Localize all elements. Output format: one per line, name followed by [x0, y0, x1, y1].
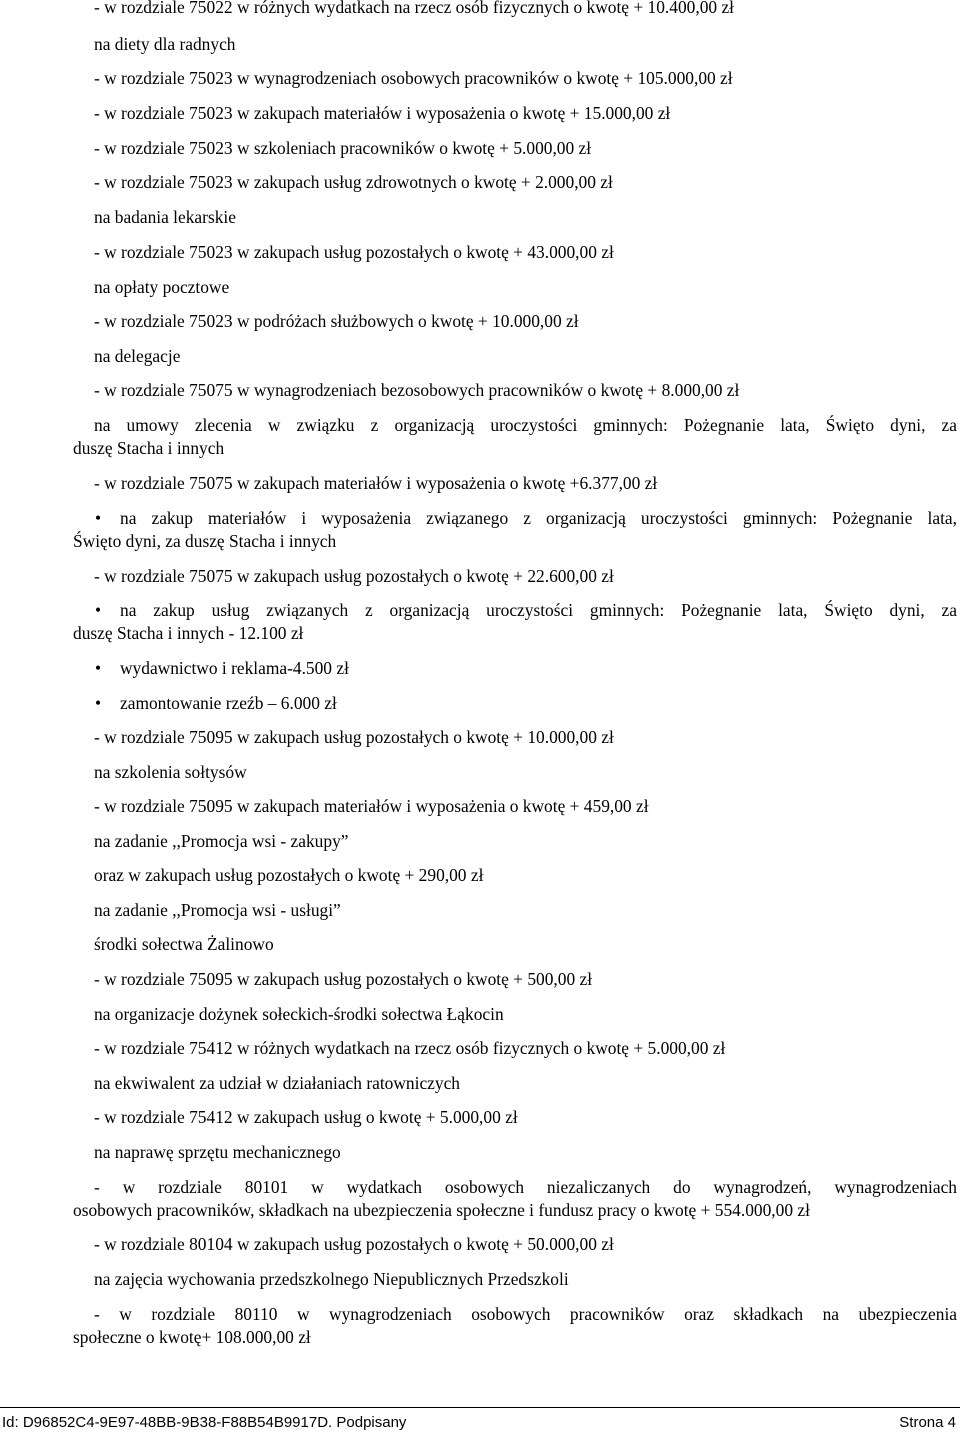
bullet-item-line: na zakup materiałów i wyposażenia związanego z organizacją uroczystości gminnych: Pożegnanie lata, [120, 508, 957, 528]
paragraph-line: - w rozdziale 75412 w zakupach usług o kwotę + 5.000,00 zł [94, 1107, 518, 1127]
paragraph-line: - w rozdziale 75095 w zakupach usług pozostałych o kwotę + 10.000,00 zł [94, 727, 614, 747]
paragraph-line: na umowy zlecenia w związku z organizacją uroczystości gminnych: Pożegnanie lata, Święto dyni, za [94, 415, 957, 435]
paragraph-line: na zadanie ,,Promocja wsi - zakupy” [94, 831, 349, 851]
paragraph-line: - w rozdziale 80110 w wynagrodzeniach osobowych pracowników oraz składkach na ubezpieczenia [94, 1304, 957, 1324]
footer-divider [0, 1407, 960, 1408]
paragraph-line: - w rozdziale 75095 w zakupach usług pozostałych o kwotę + 500,00 zł [94, 969, 593, 989]
paragraph-line: na badania lekarskie [94, 207, 236, 227]
paragraph-line: - w rozdziale 75023 w szkoleniach pracowników o kwotę + 5.000,00 zł [94, 138, 592, 158]
paragraph-line: na organizacje dożynek sołeckich-środki sołectwa Łąkocin [94, 1004, 504, 1024]
paragraph-line: - w rozdziale 75412 w różnych wydatkach na rzecz osób fizycznych o kwotę + 5.000,00 zł [94, 1038, 726, 1058]
paragraph-line: - w rozdziale 75023 w wynagrodzeniach osobowych pracowników o kwotę + 105.000,00 zł [94, 68, 733, 88]
paragraph-line: na delegacje [94, 346, 181, 366]
bullet-icon: • [95, 600, 102, 620]
bullet-item-line: zamontowanie rzeźb – 6.000 zł [120, 693, 337, 713]
paragraph-line: - w rozdziale 75023 w podróżach służbowych o kwotę + 10.000,00 zł [94, 311, 579, 331]
paragraph-line: na zadanie ,,Promocja wsi - usługi” [94, 900, 341, 920]
paragraph-line: na opłaty pocztowe [94, 277, 230, 297]
bullet-icon: • [95, 508, 102, 528]
paragraph-line: - w rozdziale 75075 w zakupach usług pozostałych o kwotę + 22.600,00 zł [94, 566, 614, 586]
paragraph-line: - w rozdziale 80104 w zakupach usług pozostałych o kwotę + 50.000,00 zł [94, 1234, 614, 1254]
bullet-item-line: Święto dyni, za duszę Stacha i innych [73, 531, 337, 551]
bullet-item-line: na zakup usług związanych z organizacją uroczystości gminnych: Pożegnanie lata, Święto dyni, za [120, 600, 957, 620]
paragraph-line: - w rozdziale 80101 w wydatkach osobowych niezaliczanych do wynagrodzeń, wynagrodzeniach [94, 1177, 957, 1197]
paragraph-line: na szkolenia sołtysów [94, 762, 247, 782]
paragraph-line: duszę Stacha i innych [73, 438, 225, 458]
paragraph-line: - w rozdziale 75023 w zakupach usług pozostałych o kwotę + 43.000,00 zł [94, 242, 614, 262]
paragraph-line: - w rozdziale 75075 w wynagrodzeniach bezosobowych pracowników o kwotę + 8.000,00 zł [94, 380, 740, 400]
paragraph-line: - w rozdziale 75023 w zakupach materiałów i wyposażenia o kwotę + 15.000,00 zł [94, 103, 671, 123]
bullet-icon: • [95, 658, 102, 678]
bullet-icon: • [95, 693, 102, 713]
paragraph-line: - w rozdziale 75075 w zakupach materiałów i wyposażenia o kwotę +6.377,00 zł [94, 473, 658, 493]
paragraph-line: społeczne o kwotę+ 108.000,00 zł [73, 1327, 311, 1347]
paragraph-line: - w rozdziale 75095 w zakupach materiałów i wyposażenia o kwotę + 459,00 zł [94, 796, 649, 816]
paragraph-line: na ekwiwalent za udział w działaniach ratowniczych [94, 1073, 460, 1093]
paragraph-line: oraz w zakupach usług pozostałych o kwotę + 290,00 zł [94, 865, 484, 885]
paragraph-line: na naprawę sprzętu mechanicznego [94, 1142, 341, 1162]
paragraph-line: środki sołectwa Żalinowo [94, 934, 274, 954]
paragraph-line: osobowych pracowników, składkach na ubezpieczenia społeczne i fundusz pracy o kwotę + 554.000,00 zł [73, 1200, 810, 1220]
paragraph-line: na diety dla radnych [94, 34, 236, 54]
paragraph-line: na zajęcia wychowania przedszkolnego Niepublicznych Przedszkoli [94, 1269, 569, 1289]
bullet-item-line: wydawnictwo i reklama-4.500 zł [120, 658, 349, 678]
footer-document-id: Id: D96852C4-9E97-48BB-9B38-F88B54B9917D. Podpisany [2, 1414, 407, 1431]
paragraph-line: - w rozdziale 75023 w zakupach usług zdrowotnych o kwotę + 2.000,00 zł [94, 172, 613, 192]
bullet-item-line: duszę Stacha i innych - 12.100 zł [73, 623, 304, 643]
footer-page-number: Strona 4 [899, 1414, 956, 1431]
paragraph-line: - w rozdziale 75022 w różnych wydatkach na rzecz osób fizycznych o kwotę + 10.400,00 zł [94, 0, 734, 17]
